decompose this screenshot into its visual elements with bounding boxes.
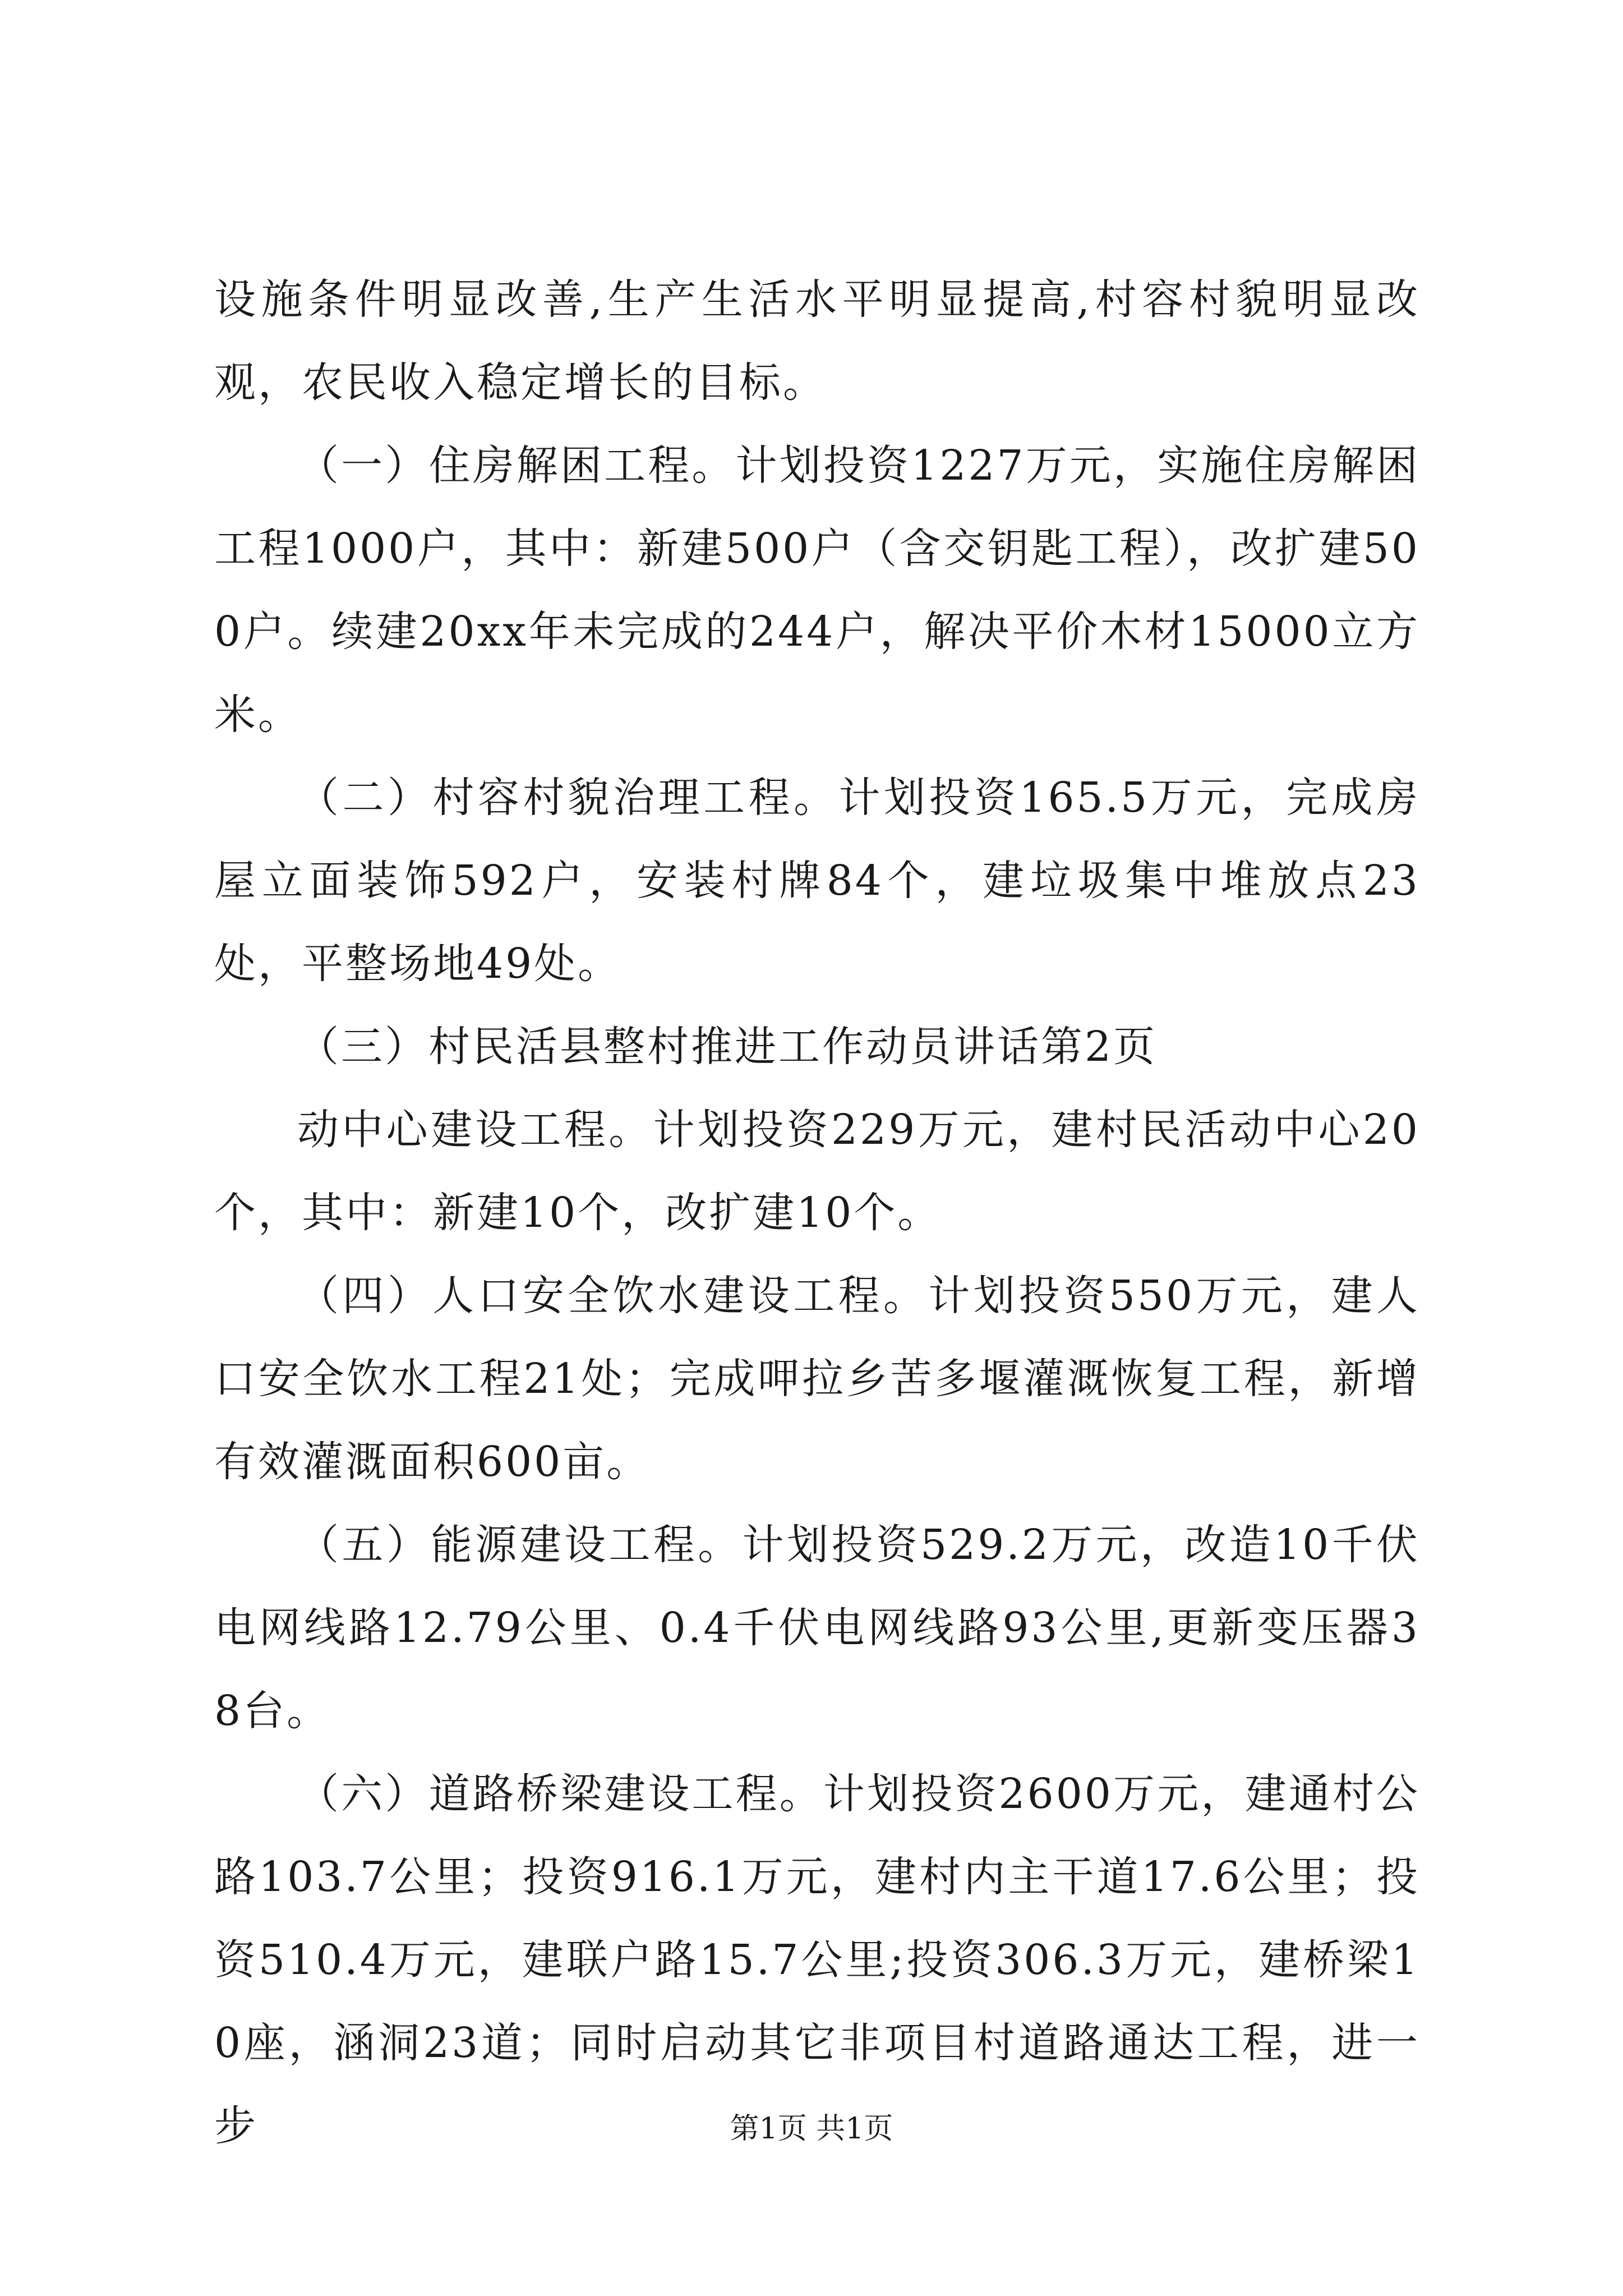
page-number-label: 第1页 共1页: [730, 2112, 893, 2146]
document-body: [214, 258, 1420, 2168]
paragraph-housing-project: （一）住房解困工程。计划投资1227万元，实施住房解困工程1000户，其中：新建500户（含交钥匙工程），改扩建500户。续建20xx年未完成的244户，解决平价木材15000立方米。: [214, 441, 1420, 739]
paragraph-village-appearance-project: （二）村容村貌治理工程。计划投资165.5万元，完成房屋立面装饰592户，安装村牌84个，建垃圾集中堆放点23处，平整场地49处。: [214, 774, 1420, 988]
paragraph-continuation: 设施条件明显改善,生产生活水平明显提高,村容村貌明显改观，农民收入稳定增长的目标。: [214, 275, 1420, 407]
paragraph-activity-center-project: 动中心建设工程。计划投资229万元，建村民活动中心20个，其中：新建10个，改扩建10个。: [214, 1106, 1420, 1237]
page-footer: [0, 2109, 1623, 2148]
paragraph-drinking-water-project: （四）人口安全饮水建设工程。计划投资550万元，建人口安全饮水工程21处；完成呷拉乡苦多堰灌溉恢复工程，新增有效灌溉面积600亩。: [214, 1272, 1420, 1486]
paragraph-energy-project: （五）能源建设工程。计划投资529.2万元，改造10千伏电网线路12.79公里、0.4千伏电网线路93公里,更新变压器38台。: [214, 1521, 1420, 1735]
paragraph-road-bridge-project: （六）道路桥梁建设工程。计划投资2600万元，建通村公路103.7公里；投资916.1万元，建村内主干道17.6公里；投资510.4万元，建联户路15.7公里;投资306.3万元，建桥梁10座，涵洞23道；同时启动其它非项目村道路通达工程，进一步: [214, 1770, 1420, 2150]
paragraph-activity-center-heading: （三）村民活县整村推进工作动员讲话第2页: [297, 1023, 1158, 1071]
